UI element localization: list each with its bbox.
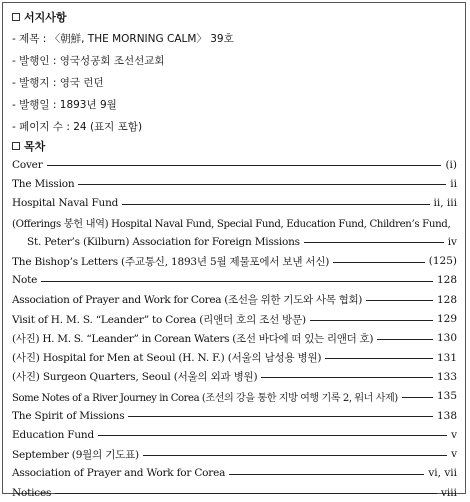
- toc-leader: [47, 165, 442, 166]
- toc-entry: [12, 251, 457, 270]
- toc-entry-title: Cover: [12, 158, 43, 171]
- toc-entry-page: 128: [436, 274, 457, 287]
- checkbox-square-icon: [12, 13, 20, 21]
- toc-leader: [229, 474, 424, 475]
- toc-entry-page: 128: [436, 293, 457, 306]
- toc-entry-page: (125): [428, 255, 457, 268]
- toc-entry-page: 138: [436, 409, 457, 422]
- bibliographic-heading: [12, 10, 457, 24]
- toc-entry-page: vi, vii: [428, 467, 457, 480]
- toc-leader: [325, 358, 433, 359]
- toc-entry-title: Visit of H. M. S. “Leander” to Corea (리앤더 호의 조선 방문): [12, 313, 306, 326]
- toc-leader: [41, 281, 433, 282]
- toc-entry-title: September (9월의 기도표): [12, 448, 139, 461]
- toc-entry: [12, 174, 457, 193]
- toc-heading: [12, 139, 457, 153]
- toc-leader: [143, 455, 447, 456]
- toc-entry-page: 135: [436, 390, 457, 403]
- document-frame: [2, 2, 466, 499]
- toc-entry: [12, 309, 457, 328]
- meta-date: - 발행일 : 1893년 9월: [12, 99, 117, 111]
- toc-heading-text: 목차: [24, 140, 46, 153]
- toc-section: [12, 139, 457, 502]
- toc-entry: [12, 367, 457, 386]
- toc-entry-page: v: [451, 448, 457, 461]
- toc-entry-title: Education Fund: [12, 428, 95, 441]
- toc-leader: [304, 242, 444, 243]
- toc-entry-title: Note: [12, 274, 38, 287]
- toc-leader: [98, 435, 447, 436]
- toc-entry: [12, 444, 457, 463]
- toc-entry-title: Some Notes of a River Journey in Corea (조선의 강을 통한 지방 여행 기록 2, 워너 사제): [12, 392, 398, 404]
- toc-entry-title: The Mission: [12, 177, 75, 190]
- toc-entry-title: Association of Prayer and Work for Corea (조선을 위한 기도와 사목 협회): [12, 294, 363, 307]
- toc-entry-page: ii, iii: [433, 197, 457, 210]
- bibliographic-section: [12, 10, 457, 138]
- toc-entry: [12, 387, 457, 406]
- toc-entry: [12, 483, 457, 502]
- checkbox-square-icon: [12, 142, 20, 150]
- toc-entry-page: viii: [440, 486, 457, 499]
- toc-entry-title: (Offerings 봉헌 내역) Hospital Naval Fund, Special Fund, Education Fund, Children’s Fund,: [12, 219, 451, 231]
- toc-entry: [12, 290, 457, 309]
- toc-entry-title: (사진) Surgeon Quarters, Seoul (서울의 외과 병원): [12, 371, 258, 384]
- toc-entry: [12, 232, 457, 251]
- meta-pages: - 페이지 수 : 24 (표지 포함): [12, 121, 143, 133]
- toc-entry-page: 129: [436, 313, 457, 326]
- toc-entry-page: iv: [447, 235, 457, 248]
- toc-entry: [12, 329, 457, 348]
- toc-entry-title: (사진) H. M. S. “Leander” in Corean Waters (조선 바다에 떠 있는 리앤더 호): [12, 332, 374, 345]
- meta-place: - 발행지 : 영국 런던: [12, 77, 104, 89]
- toc-leader: [377, 339, 433, 340]
- meta-title: - 제목 : 〈朝鮮, THE MORNING CALM〉 39호: [12, 33, 234, 45]
- toc-entry-title: St. Peter’s (Kilburn) Association for Foreign Missions: [27, 235, 300, 248]
- toc-entry-title: Hospital Naval Fund: [12, 197, 119, 210]
- toc-entry-page: (i): [445, 158, 457, 171]
- toc-leader: [261, 377, 433, 378]
- toc-entry: [12, 425, 457, 444]
- toc-entry-title: (사진) Hospital for Men at Seoul (H. N. F.) (서울의 남성용 병원): [12, 352, 322, 365]
- toc-entry-title: The Spirit of Missions: [12, 409, 125, 422]
- toc-leader: [402, 397, 433, 398]
- toc-leader: [333, 262, 425, 263]
- toc-entry-page: 133: [436, 370, 457, 383]
- toc-entry: [12, 213, 457, 232]
- bibliographic-heading-text: 서지사항: [24, 11, 67, 24]
- toc-entry: [12, 194, 457, 213]
- toc-entry-page: 131: [436, 351, 457, 364]
- toc-entry-page: ii: [450, 177, 457, 190]
- toc-leader: [122, 204, 429, 205]
- toc-entry: [12, 464, 457, 483]
- toc-entry: [12, 406, 457, 425]
- toc-leader: [55, 493, 437, 494]
- toc-entry-title: Notices: [12, 486, 52, 499]
- toc-leader: [310, 320, 433, 321]
- toc-list: [12, 155, 457, 502]
- toc-entry-title: Association of Prayer and Work for Corea: [12, 467, 226, 480]
- toc-entry-page: 130: [436, 332, 457, 345]
- bibliographic-list: [12, 28, 457, 138]
- toc-leader: [128, 416, 433, 417]
- toc-entry-page: v: [451, 428, 457, 441]
- toc-entry: [12, 155, 457, 174]
- toc-entry: [12, 271, 457, 290]
- toc-entry-title: The Bishop’s Letters (주교통신, 1893년 5월 제물포에서 보낸 서신): [12, 255, 330, 268]
- toc-leader: [78, 184, 446, 185]
- toc-leader: [366, 300, 433, 301]
- meta-publisher: - 발행인 : 영국성공회 조선선교회: [12, 55, 165, 67]
- toc-entry: [12, 348, 457, 367]
